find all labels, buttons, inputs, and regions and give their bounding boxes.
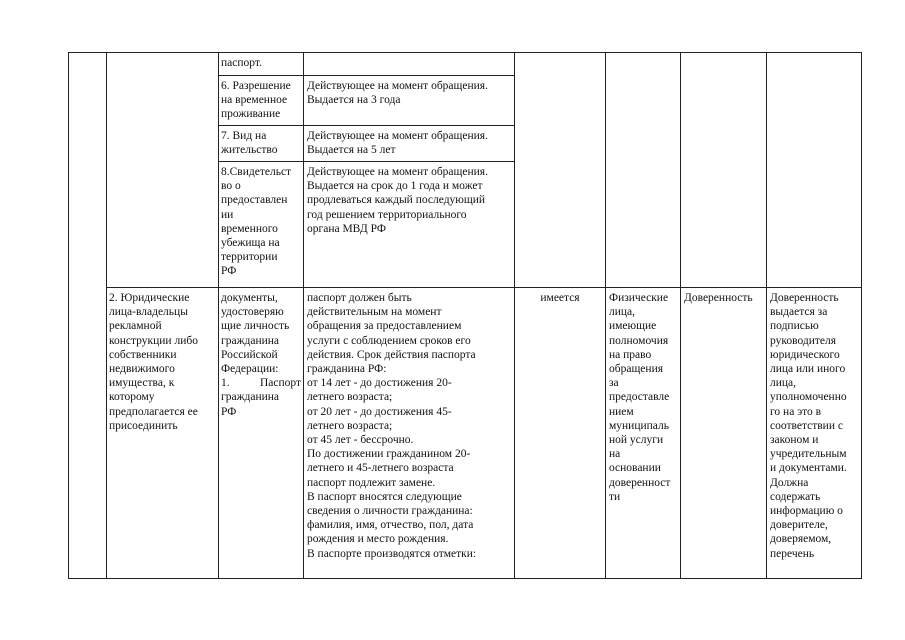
text-line: конструкции либо	[109, 334, 198, 347]
text-line: убежища на	[221, 237, 280, 250]
text-line: В паспорт вносятся следующие	[307, 490, 462, 503]
text-line: основании	[609, 462, 661, 475]
text-line: предоставлен	[221, 194, 288, 207]
text-line: предполагается ее	[109, 405, 198, 418]
text-line: временного	[221, 222, 278, 235]
col-divider	[106, 52, 107, 579]
row-divider	[68, 578, 862, 579]
text-line: выдается за	[770, 306, 828, 319]
text-line: законом и	[770, 434, 819, 447]
text-line: документы,	[221, 292, 278, 304]
text-line: подписью	[770, 320, 819, 333]
availability-text: имеется	[540, 292, 580, 304]
col-divider	[766, 52, 767, 579]
col-divider	[303, 52, 304, 579]
text-line: территории	[221, 251, 278, 264]
text-line: жительство	[221, 144, 278, 157]
text-line: предоставле	[609, 391, 670, 404]
document-requirements-cell	[307, 291, 513, 561]
text-line: от 14 лет - до достижения 20-	[307, 377, 452, 390]
col-divider	[514, 52, 515, 579]
text-line: действия. Срок действия паспорта	[307, 348, 476, 361]
text-line: По достижении гражданином 20-	[307, 448, 471, 461]
text-line: перечень	[770, 547, 815, 560]
text-line: проживание	[221, 108, 281, 121]
text-line: услуги с соблюдением сроков его	[307, 334, 471, 347]
document-name-cell	[221, 165, 303, 279]
text-line: го на это в	[770, 405, 822, 418]
text-line: РФ	[221, 265, 237, 278]
document-item-line	[221, 376, 301, 390]
col-divider	[68, 52, 69, 579]
text-line: сведения о личности гражданина:	[307, 505, 473, 518]
text-line: паспорт.	[221, 57, 262, 69]
text-line: и документами.	[770, 462, 847, 475]
text-line: 2. Юридические	[109, 292, 190, 304]
text-line: юридического	[770, 348, 840, 361]
authority-document-cell	[684, 291, 766, 305]
text-line: летнего и 45-летнего возраста	[307, 462, 454, 475]
text-line: удостоверяю	[221, 306, 284, 319]
text-line: учредительным	[770, 448, 847, 461]
col-divider	[605, 52, 606, 579]
text-line: на временное	[221, 94, 288, 107]
row-divider	[106, 287, 862, 288]
text-line: Выдается на 3 года	[307, 94, 401, 107]
document-name-cell	[221, 56, 303, 70]
text-line: паспорт подлежит замене.	[307, 476, 436, 489]
text-line: Должна	[770, 476, 809, 489]
text-line: лица,	[770, 377, 797, 390]
text-line: недвижимого	[109, 363, 175, 376]
text-line: которому	[109, 391, 155, 404]
text-line: летнего возраста;	[307, 419, 393, 432]
text-line: паспорт должен быть	[307, 292, 412, 304]
document-requirements-cell	[307, 129, 513, 157]
text-line: имеющие	[609, 320, 657, 333]
representatives-cell	[609, 291, 679, 504]
text-line: лица,	[609, 306, 636, 319]
text-line: гражданина	[221, 334, 280, 347]
col-divider	[218, 52, 219, 579]
text-line: Действующее на момент обращения.	[307, 80, 488, 92]
text-line: В паспорте производятся отметки:	[307, 547, 477, 560]
text-line: лица или иного	[770, 363, 846, 376]
text-line: доверенност	[609, 476, 671, 489]
text-line: за	[609, 377, 619, 390]
text-line: органа МВД РФ	[307, 222, 386, 235]
text-line: муниципаль	[609, 419, 669, 432]
text-line: полномочия	[609, 334, 669, 347]
text-line: доверителе,	[770, 519, 828, 532]
col-divider	[861, 52, 862, 579]
col-divider	[680, 52, 681, 579]
row-divider	[218, 75, 514, 76]
text-line: 6. Разрешение	[221, 80, 291, 92]
text-line: собственники	[109, 348, 177, 361]
row-divider	[218, 125, 514, 126]
text-line: Выдается на 5 лет	[307, 144, 396, 157]
text-line: Выдается на срок до 1 года и может	[307, 180, 483, 193]
text-line: летнего возраста;	[307, 391, 393, 404]
text-line: ти	[609, 490, 621, 503]
text-line: обращения	[609, 363, 664, 376]
text-line: рождения и место рождения.	[307, 533, 449, 546]
text-line: РФ	[221, 405, 237, 418]
text-line: год решением территориального	[307, 208, 467, 221]
text-line: продлеваться каждый последующий	[307, 194, 486, 207]
text-line: обращения за предоставлением	[307, 320, 462, 333]
text-line: нием	[609, 405, 634, 418]
text-line: действительным на момент	[307, 306, 442, 319]
text-line: 8.Свидетельст	[221, 166, 292, 178]
text-line: от 20 лет - до достижения 45-	[307, 405, 452, 418]
text-line: 7. Вид на	[221, 130, 267, 142]
text-line: соответствии с	[770, 419, 843, 432]
text-line: уполномоченно	[770, 391, 847, 404]
text-line: на право	[609, 348, 652, 361]
text-line: доверяемом,	[770, 533, 832, 546]
text-line: Действующее на момент обращения.	[307, 166, 488, 178]
text-line: на	[609, 448, 621, 461]
text-line: рекламной	[109, 320, 162, 333]
row-divider	[68, 52, 862, 53]
text-line: Физические	[609, 292, 669, 304]
text-line: от 45 лет - бессрочно.	[307, 434, 414, 447]
text-line: во о	[221, 180, 241, 193]
text-line: Российской	[221, 348, 278, 361]
item-word: Паспорт	[259, 377, 301, 390]
document-requirements-cell	[307, 79, 513, 107]
text-line: лица-владельцы	[109, 306, 188, 319]
text-line: ной услуги	[609, 434, 664, 447]
row-divider	[218, 161, 514, 162]
text-line: руководителя	[770, 334, 837, 347]
text-line: гражданина РФ:	[307, 363, 387, 376]
text-line: содержать	[770, 490, 821, 503]
text-line: Доверенность	[770, 292, 839, 304]
document-name-cell	[221, 79, 303, 122]
text-line: Действующее на момент обращения.	[307, 130, 488, 142]
applicant-category-cell	[109, 291, 217, 433]
text-line: фамилия, имя, отчество, пол, дата	[307, 519, 474, 532]
text-line: присоединить	[109, 419, 178, 432]
text-line: ии	[221, 208, 234, 221]
identity-document-cell	[221, 291, 301, 419]
text-line: щие личность	[221, 320, 290, 333]
authority-requirements-cell	[770, 291, 861, 561]
text-line: информацию о	[770, 505, 843, 518]
text-line: имущества, к	[109, 377, 175, 390]
availability-cell	[515, 291, 605, 305]
text-line: гражданина	[221, 391, 280, 404]
document-requirements-cell	[307, 165, 513, 236]
item-number: 1.	[221, 377, 230, 390]
text-line: Доверенность	[684, 292, 753, 304]
document-name-cell	[221, 129, 303, 157]
text-line: Федерации:	[221, 363, 279, 376]
